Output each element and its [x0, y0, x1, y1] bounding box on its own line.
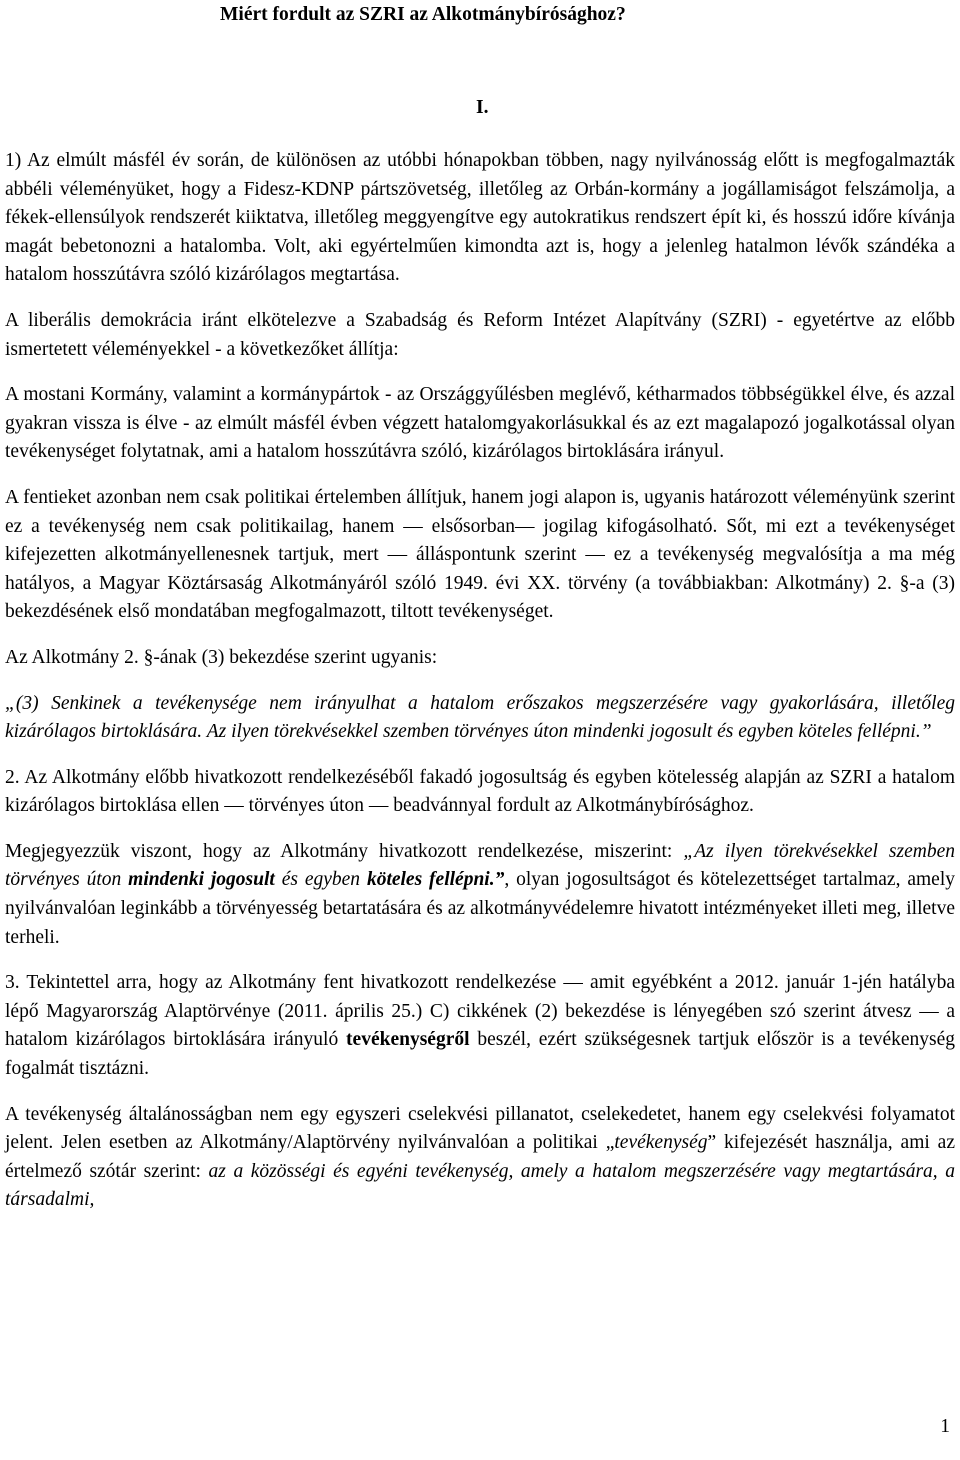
section-marker: I. — [476, 97, 489, 118]
paragraph-2: A liberális demokrácia iránt elkötelezve a Szabadság és Reform Intézet Alapítvány (SZRI) - egyetértve az előbb ismertetett véleményekkel - a következőket állítja: — [5, 309, 955, 360]
paragraph-3: A mostani Kormány, valamint a kormánypártok - az Országgyűlésben meglévő, kétharmados többségükkel élve, és azzal gyakran vissza is élve - az elmúlt másfél évben végzett hatalomgyakorlásukkal és az ezt magalapozó jogalkotással olyan tevékenységet folytatnak, ami a hatalom hosszútávra szóló, kizárólagos birtoklására irányul. — [5, 384, 955, 463]
paragraph-10-part-a: A tevékenység általánosságban nem egy egyszeri cselekvési pillanatot, cselekedetet, hanem egy cselekvési folyamatot jelent. Jelen esetben az Alkotmány/Alaptörvény nyilvánvalóan a politikai „ — [5, 1103, 955, 1154]
paragraph-7: 2. Az Alkotmány előbb hivatkozott rendelkezéséből fakadó jogosultság és egyben kötelesség alapján az SZRI a hatalom kizárólagos birtoklása ellen — törvényes úton — beadvánnyal fordult az Alkotmánybírósághoz. — [5, 766, 955, 817]
paragraph-10-part-c: ” kifejezését használja, ami az értelmező szótár szerint: — [5, 1132, 955, 1182]
paragraph-8-part-f: , olyan jogosultságot és kötelezettséget tartalmaz, amely nyilvánvalóan leginkább a törvényesség betartatására és az alkotmányvédelemre hivatott intézményeket illeti meg, illetve terheli. — [5, 869, 955, 948]
paragraph-8-part-a: Megjegyezzük viszont, hogy az Alkotmány hivatkozott rendelkezése, miszerint: — [5, 840, 684, 862]
paragraph-9-emphasis: tevékenységről — [346, 1029, 470, 1051]
paragraph-8 — [5, 838, 955, 952]
paragraph-9-part-a: 3. Tekintettel arra, hogy az Alkotmány fent hivatkozott rendelkezése — amit egyébként a 2012. január 1-jén hatályba lépő Magyarország Alaptörvénye (2011. április 25.) C) cikkének (2) bekezdése is lényegében szó szerint átvesz — a hatalom kizárólagos birtoklására irányuló — [5, 972, 955, 1051]
paragraph-8-quote-mid: és egyben — [274, 869, 367, 891]
paragraph-8-quote-start: „Az ilyen törekvésekkel szemben törvényes úton — [5, 840, 955, 891]
paragraph-9-part-c: beszél, ezért szükségesnek tartjuk először is a tevékenység fogalmát tisztázni. — [5, 1029, 955, 1080]
paragraph-1 — [5, 147, 955, 290]
paragraph-9 — [5, 969, 955, 1083]
paragraph-5: Az Alkotmány 2. §-ának (3) bekezdése szerint ugyanis: — [5, 646, 438, 668]
document-title: Miért fordult az SZRI az Alkotmánybírósághoz? — [220, 4, 626, 25]
paragraph-1-tail: Volt, aki egyértelműen kimondta azt is, hogy a jelenleg hatalmon lévők szándéka a hatalom hosszútávra szóló kizárólagos megtartása. — [5, 235, 955, 286]
constitution-quote: „(3) Senkinek a tevékenysége nem irányulhat a hatalom erőszakos megszerzésére vagy gyakorlására, illetőleg kizárólagos birtoklására. Az ilyen törekvésekkel szemben törvényes úton mindenki jogosult és egyben köteles fellépni.” — [5, 692, 955, 743]
page-number: 1 — [940, 1416, 950, 1437]
paragraph-8-emphasis-1: mindenki jogosult — [128, 869, 275, 891]
paragraph-10 — [5, 1101, 955, 1215]
paragraph-1-main: 1) Az elmúlt másfél év során, de különösen az utóbbi hónapokban többen, nagy nyilvánosság előtt is megfogalmazták abbéli véleményüket, hogy a Fidesz-KDNP pártszövetség, illetőleg az Orbán-kormány a jogállamiságot felszámolja, a fékek-ellensúlyok rendszerét kiiktatva, illetőleg meggyengítve egy autokratikus rendszert épít ki, és hosszú időre kívánja magát bebetonozni a hatalomba. — [5, 150, 955, 257]
paragraph-10-definition: az a közösségi és egyéni tevékenység, amely a hatalom megszerzésére vagy megtartására, a társadalmi, — [5, 1160, 956, 1211]
paragraph-4: A fentieket azonban nem csak politikai értelemben állítjuk, hanem jogi alapon is, ugyanis határozott véleményünk szerint ez a tevékenység nem csak politikailag, hanem — elsősorban— jogilag kifogásolható. Sőt, mi ezt a tevékenységet kifejezetten alkotmányellenesnek tartjuk, mert — álláspontunk szerint — ez a tevékenység megvalósítja a ma még hatályos, a Magyar Köztársaság Alkotmányáról szóló 1949. évi XX. törvény (a továbbiakban: Alkotmány) 2. §-a (3) bekezdésének első mondatában megfogalmazott, tiltott tevékenységet. — [5, 486, 955, 623]
document-body — [5, 147, 955, 1232]
paragraph-10-term: tevékenység — [614, 1132, 708, 1154]
paragraph-8-emphasis-2: köteles fellépni.” — [366, 869, 505, 891]
